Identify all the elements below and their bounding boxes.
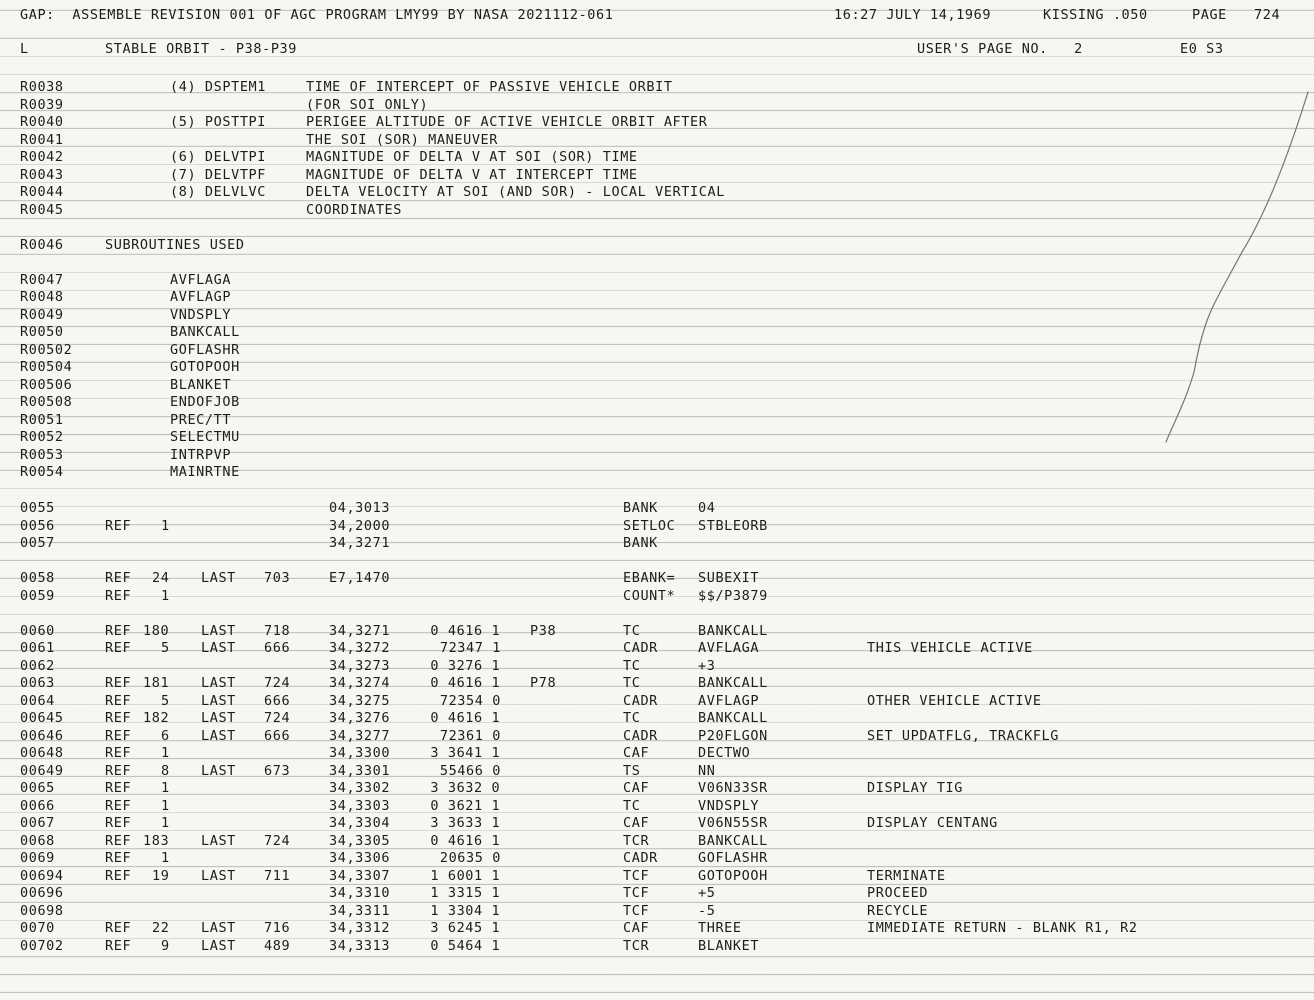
ref-marker: REF [105, 692, 132, 709]
line-number: 00646 [20, 727, 64, 744]
line-number: R0041 [20, 131, 64, 148]
listing-line [0, 271, 1314, 289]
listing-line [0, 499, 1314, 517]
last-marker: LAST [201, 692, 236, 709]
listing-line [0, 779, 1314, 797]
ref-count: 5 [161, 692, 170, 709]
opcode: CAF [623, 920, 650, 936]
last-marker: LAST [201, 640, 236, 656]
address: 34,3277 [329, 727, 391, 744]
line-number: 0067 [20, 815, 55, 831]
listing-line [0, 341, 1314, 359]
address: 34,3305 [329, 832, 391, 849]
operand: P20FLGON [698, 727, 768, 744]
line-number: R0042 [20, 149, 64, 165]
last-line: 666 [264, 640, 291, 656]
address: 34,3313 [329, 937, 391, 954]
line-number: R0052 [20, 429, 64, 445]
opcode: TCF [623, 885, 650, 901]
last-line: 724 [264, 710, 291, 726]
ref-count: 9 [161, 937, 170, 954]
listing-line [0, 797, 1314, 815]
remark: DISPLAY TIG [867, 780, 964, 796]
octal-word: 0 4616 1 [430, 832, 501, 849]
line-number: 0066 [20, 797, 55, 814]
ref-count: 1 [161, 815, 170, 831]
octal-word: 1 3304 1 [430, 902, 501, 919]
octal-word: 55466 0 [439, 762, 501, 779]
octal-word: 0 5464 1 [430, 937, 501, 954]
line-number: R0050 [20, 324, 64, 340]
last-marker: LAST [201, 832, 236, 849]
octal-word: 1 6001 1 [430, 867, 501, 884]
subheader-code: L [20, 41, 29, 57]
ref-marker: REF [105, 850, 132, 866]
ref-marker: REF [105, 622, 132, 639]
listing-line [0, 96, 1314, 114]
last-line: 724 [264, 832, 291, 849]
ref-marker: REF [105, 675, 132, 691]
operand: THREE [698, 920, 742, 936]
line-number: 0061 [20, 640, 55, 656]
label-field: ENDOFJOB [170, 394, 240, 410]
opcode: TCR [623, 937, 650, 954]
blank-line [0, 552, 1314, 570]
octal-word: 3 3632 0 [430, 780, 501, 796]
listing-line [0, 727, 1314, 745]
ref-count: 1 [161, 850, 170, 866]
label-field: INTRPVP [170, 446, 232, 463]
ref-count: 19 [152, 867, 170, 884]
listing-line [0, 587, 1314, 605]
opcode: CAF [623, 815, 650, 831]
opcode: COUNT* [623, 587, 676, 604]
ref-marker: REF [105, 920, 132, 936]
listing-line [0, 849, 1314, 867]
line-number: R0047 [20, 271, 64, 288]
last-marker: LAST [201, 675, 236, 691]
ref-marker: REF [105, 780, 132, 796]
label-field: GOTOPOOH [170, 359, 240, 375]
octal-word: 0 4616 1 [430, 710, 501, 726]
label-field: BLANKET [170, 376, 232, 393]
last-marker: LAST [201, 867, 236, 884]
opcode: TC [623, 797, 641, 814]
listing-line [0, 884, 1314, 902]
operand: BANKCALL [698, 710, 768, 726]
line-number: 00702 [20, 937, 64, 954]
listing-line [0, 358, 1314, 376]
listing-line [0, 201, 1314, 219]
operand: BANKCALL [698, 832, 768, 849]
line-number: 0055 [20, 500, 55, 516]
last-line: 724 [264, 675, 291, 691]
last-line: 673 [264, 762, 291, 779]
remark: PROCEED [867, 885, 929, 901]
listing-line [0, 446, 1314, 464]
line-number: R00504 [20, 359, 73, 375]
ref-count: 5 [161, 640, 170, 656]
address: 34,3275 [329, 692, 391, 709]
ref-marker: REF [105, 570, 132, 586]
users-page-number: USER'S PAGE NO. 2 [917, 41, 1083, 57]
opcode: TCR [623, 832, 650, 849]
line-number: R0045 [20, 201, 64, 218]
listing-line [0, 236, 1314, 254]
line-number: R0044 [20, 184, 64, 200]
listing-line [0, 376, 1314, 394]
line-number: 0057 [20, 535, 55, 551]
address: 34,2000 [329, 517, 391, 534]
last-marker: LAST [201, 920, 236, 936]
line-number: 0069 [20, 850, 55, 866]
ref-count: 182 [143, 710, 170, 726]
listing-line [0, 902, 1314, 920]
listing-line [0, 622, 1314, 640]
address: 34,3273 [329, 657, 391, 674]
line-number: 0056 [20, 517, 55, 534]
address: 34,3274 [329, 675, 391, 691]
operand: V06N33SR [698, 780, 768, 796]
listing-line [0, 762, 1314, 780]
listing-line [0, 867, 1314, 885]
listing-line [0, 113, 1314, 131]
ref-marker: REF [105, 640, 132, 656]
opcode: CAF [623, 745, 650, 761]
opcode: CADR [623, 850, 658, 866]
label-field: AVFLAGA [170, 271, 232, 288]
ref-count: 1 [161, 745, 170, 761]
label-field: SELECTMU [170, 429, 240, 445]
line-number: 00696 [20, 885, 64, 901]
ref-count: 1 [161, 517, 170, 534]
ref-marker: REF [105, 727, 132, 744]
comment-text: THE SOI (SOR) MANEUVER [306, 131, 499, 148]
comment-text: DELTA VELOCITY AT SOI (AND SOR) - LOCAL VERTICAL [306, 184, 725, 200]
remark: THIS VEHICLE ACTIVE [867, 640, 1033, 656]
octal-word: 1 3315 1 [430, 885, 501, 901]
remark: OTHER VEHICLE ACTIVE [867, 692, 1042, 709]
line-number: 0070 [20, 920, 55, 936]
line-number: R0038 [20, 79, 64, 95]
line-number: R0053 [20, 446, 64, 463]
listing-line [0, 166, 1314, 184]
operand: V06N55SR [698, 815, 768, 831]
last-marker: LAST [201, 622, 236, 639]
line-number: R0040 [20, 114, 64, 130]
comment-text: COORDINATES [306, 201, 403, 218]
address: 34,3303 [329, 797, 391, 814]
listing-line [0, 78, 1314, 96]
label-field: MAINRTNE [170, 464, 240, 480]
comment-text: (FOR SOI ONLY) [306, 96, 429, 113]
listing-line [0, 393, 1314, 411]
ref-count: 180 [143, 622, 170, 639]
header-timestamp: 16:27 JULY 14,1969 [834, 7, 992, 23]
listing-line [0, 183, 1314, 201]
address: 34,3304 [329, 815, 391, 831]
octal-word: 72354 0 [439, 692, 501, 709]
ref-marker: REF [105, 762, 132, 779]
comment-text: MAGNITUDE OF DELTA V AT INTERCEPT TIME [306, 166, 638, 183]
listing-line [0, 639, 1314, 657]
line-number: 0062 [20, 657, 55, 674]
listing-line [0, 534, 1314, 552]
subheader-right: E0 S3 [1180, 41, 1224, 57]
address: 34,3272 [329, 640, 391, 656]
address: 34,3311 [329, 902, 391, 919]
ref-marker: REF [105, 587, 132, 604]
ref-marker: REF [105, 517, 132, 534]
listing-line [0, 744, 1314, 762]
opcode: CADR [623, 727, 658, 744]
line-number: R0051 [20, 411, 64, 428]
opcode: CAF [623, 780, 650, 796]
ref-marker: REF [105, 745, 132, 761]
operand: +5 [698, 885, 716, 901]
ref-marker: REF [105, 867, 132, 884]
remark: DISPLAY CENTANG [867, 815, 998, 831]
address: 34,3300 [329, 745, 391, 761]
label-field: (6) DELVTPI [170, 149, 267, 165]
ref-marker: REF [105, 815, 132, 831]
header-line [0, 6, 1314, 24]
header-title: GAP: ASSEMBLE REVISION 001 OF AGC PROGRAM LMY99 BY NASA 2021112-061 [20, 7, 614, 23]
opcode: TCF [623, 867, 650, 884]
line-number: 0068 [20, 832, 55, 849]
last-marker: LAST [201, 937, 236, 954]
operand: +3 [698, 657, 716, 674]
octal-word: 20635 0 [439, 850, 501, 866]
listing-line [0, 148, 1314, 166]
blank-line [0, 604, 1314, 622]
opcode: TC [623, 710, 641, 726]
blank-line [0, 482, 1314, 500]
octal-word: 0 4616 1 [430, 675, 501, 691]
label-field: (8) DELVLVC [170, 184, 267, 200]
octal-word: 72361 0 [439, 727, 501, 744]
address: 34,3271 [329, 535, 391, 551]
opcode: BANK [623, 500, 658, 516]
label-field: GOFLASHR [170, 341, 240, 358]
ref-count: 22 [152, 920, 170, 936]
last-line: 716 [264, 920, 291, 936]
opcode: BANK [623, 535, 658, 551]
blank-line [0, 218, 1314, 236]
label-field: AVFLAGP [170, 289, 232, 305]
remark: IMMEDIATE RETURN - BLANK R1, R2 [867, 920, 1138, 936]
address: 34,3271 [329, 622, 391, 639]
operand: GOFLASHR [698, 850, 768, 866]
address: E7,1470 [329, 570, 391, 586]
opcode: SETLOC [623, 517, 676, 534]
opcode: CADR [623, 692, 658, 709]
octal-word: 0 3621 1 [430, 797, 501, 814]
subheader-section: STABLE ORBIT - P38-P39 [105, 41, 298, 57]
listing-line [0, 709, 1314, 727]
line-number: 0060 [20, 622, 55, 639]
line-number: 0065 [20, 780, 55, 796]
opcode: TS [623, 762, 641, 779]
subheader-line [0, 40, 1314, 58]
header-user: KISSING .050 [1043, 7, 1148, 23]
ref-count: 1 [161, 587, 170, 604]
listing-line [0, 463, 1314, 481]
listing-line [0, 428, 1314, 446]
operand: NN [698, 762, 716, 779]
label-field: (7) DELVTPF [170, 166, 267, 183]
opcode: CADR [623, 640, 658, 656]
last-line: 666 [264, 692, 291, 709]
address: 34,3306 [329, 850, 391, 866]
ref-count: 6 [161, 727, 170, 744]
address: 34,3310 [329, 885, 391, 901]
line-number: R00506 [20, 376, 73, 393]
header-page-label: PAGE [1192, 7, 1227, 23]
line-number: 0064 [20, 692, 55, 709]
line-number: 00649 [20, 762, 64, 779]
operand: STBLEORB [698, 517, 768, 534]
line-number: 0063 [20, 675, 55, 691]
ref-count: 24 [152, 570, 170, 586]
location-label: P38 [530, 622, 557, 639]
ref-marker: REF [105, 937, 132, 954]
octal-word: 0 4616 1 [430, 622, 501, 639]
listing-line [0, 832, 1314, 850]
last-line: 703 [264, 570, 291, 586]
opcode: TC [623, 657, 641, 674]
location-label: P78 [530, 675, 557, 691]
operand: $$/P3879 [698, 587, 768, 604]
line-number: 00694 [20, 867, 64, 884]
operand: BANKCALL [698, 622, 768, 639]
comment-text: PERIGEE ALTITUDE OF ACTIVE VEHICLE ORBIT AFTER [306, 114, 708, 130]
last-line: 666 [264, 727, 291, 744]
address: 34,3301 [329, 762, 391, 779]
address: 34,3302 [329, 780, 391, 796]
listing-line [0, 323, 1314, 341]
operand: SUBEXIT [698, 570, 760, 586]
last-line: 718 [264, 622, 291, 639]
octal-word: 3 3633 1 [430, 815, 501, 831]
line-number: R00502 [20, 341, 73, 358]
listing-line [0, 657, 1314, 675]
label-field: BANKCALL [170, 324, 240, 340]
line-number: R0048 [20, 289, 64, 305]
listing-line [0, 919, 1314, 937]
remark: TERMINATE [867, 867, 946, 884]
ref-marker: REF [105, 832, 132, 849]
listing-line [0, 288, 1314, 306]
last-marker: LAST [201, 762, 236, 779]
listing-line [0, 411, 1314, 429]
opcode: TC [623, 675, 641, 691]
address: 34,3307 [329, 867, 391, 884]
ref-count: 181 [143, 675, 170, 691]
opcode: TCF [623, 902, 650, 919]
operand: VNDSPLY [698, 797, 760, 814]
ref-count: 183 [143, 832, 170, 849]
label-field: PREC/TT [170, 411, 232, 428]
ref-marker: REF [105, 710, 132, 726]
line-number: R0043 [20, 166, 64, 183]
opcode: TC [623, 622, 641, 639]
line-number: 00648 [20, 745, 64, 761]
listing-line [0, 814, 1314, 832]
listing-line [0, 517, 1314, 535]
operand: DECTWO [698, 745, 751, 761]
header-page-number: 724 [1254, 7, 1281, 23]
last-marker: LAST [201, 570, 236, 586]
remark: SET UPDATFLG, TRACKFLG [867, 727, 1060, 744]
last-line: 711 [264, 867, 291, 884]
comment-text: MAGNITUDE OF DELTA V AT SOI (SOR) TIME [306, 149, 638, 165]
operand: BLANKET [698, 937, 760, 954]
label-field: (4) DSPTEM1 [170, 79, 267, 95]
label-field: VNDSPLY [170, 306, 232, 323]
blank-line [0, 253, 1314, 271]
opcode: EBANK= [623, 570, 676, 586]
octal-word: 3 6245 1 [430, 920, 501, 936]
operand: -5 [698, 902, 716, 919]
line-number: 00645 [20, 710, 64, 726]
line-number: 0059 [20, 587, 55, 604]
line-number: R0046 [20, 236, 64, 253]
line-number: 00698 [20, 902, 64, 919]
line-number: R0049 [20, 306, 64, 323]
line-number: R0039 [20, 96, 64, 113]
comment-text: TIME OF INTERCEPT OF PASSIVE VEHICLE ORBIT [306, 79, 673, 95]
ref-count: 8 [161, 762, 170, 779]
address: 04,3013 [329, 500, 391, 516]
last-marker: LAST [201, 710, 236, 726]
ref-count: 1 [161, 797, 170, 814]
octal-word: 72347 1 [439, 640, 501, 656]
operand: AVFLAGP [698, 692, 760, 709]
last-line: 489 [264, 937, 291, 954]
address: 34,3312 [329, 920, 391, 936]
remark: RECYCLE [867, 902, 929, 919]
listing-line [0, 692, 1314, 710]
listing-line [0, 674, 1314, 692]
ref-marker: REF [105, 797, 132, 814]
operand: BANKCALL [698, 675, 768, 691]
listing-line [0, 569, 1314, 587]
listing-line [0, 131, 1314, 149]
section-title: SUBROUTINES USED [105, 236, 245, 253]
listing-line [0, 306, 1314, 324]
operand: 04 [698, 500, 716, 516]
octal-word: 0 3276 1 [430, 657, 501, 674]
address: 34,3276 [329, 710, 391, 726]
operand: AVFLAGA [698, 640, 760, 656]
octal-word: 3 3641 1 [430, 745, 501, 761]
line-number: 0058 [20, 570, 55, 586]
operand: GOTOPOOH [698, 867, 768, 884]
last-marker: LAST [201, 727, 236, 744]
listing-line [0, 937, 1314, 955]
ref-count: 1 [161, 780, 170, 796]
line-number: R0054 [20, 464, 64, 480]
line-number: R00508 [20, 394, 73, 410]
label-field: (5) POSTTPI [170, 114, 267, 130]
